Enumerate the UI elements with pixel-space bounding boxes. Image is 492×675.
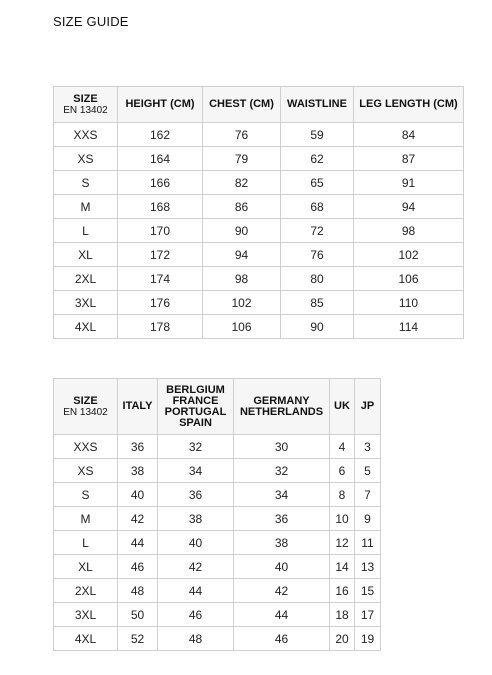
table-row xyxy=(54,579,381,603)
leg-length-cell: 102 xyxy=(354,243,464,267)
uk-cell: 4 xyxy=(330,435,355,459)
germany-netherlands-cell: 42 xyxy=(234,579,330,603)
jp-cell: 5 xyxy=(355,459,381,483)
germany-netherlands-cell: 36 xyxy=(234,507,330,531)
italy-cell: 48 xyxy=(118,579,158,603)
waistline-column-header: WAISTLINE xyxy=(281,87,354,123)
uk-cell: 8 xyxy=(330,483,355,507)
belgium-france-portugal-spain-cell: 38 xyxy=(158,507,234,531)
size-standard-label: EN 13402 xyxy=(63,406,108,418)
jp-cell: 11 xyxy=(355,531,381,555)
waistline-cell: 68 xyxy=(281,195,354,219)
country-label: FRANCE xyxy=(172,394,219,407)
italy-cell: 36 xyxy=(118,435,158,459)
belgium-france-portugal-spain-cell: 36 xyxy=(158,483,234,507)
table-header-row xyxy=(54,379,381,435)
belgium-france-portugal-spain-cell: 34 xyxy=(158,459,234,483)
size-header-label: SIZE xyxy=(73,394,98,407)
italy-cell: 52 xyxy=(118,627,158,651)
size-cell: 3XL xyxy=(54,291,118,315)
germany-netherlands-cell: 32 xyxy=(234,459,330,483)
leg-length-column-header: LEG LENGTH (CM) xyxy=(354,87,464,123)
size-cell: 3XL xyxy=(54,603,118,627)
size-column-header xyxy=(54,87,118,123)
jp-cell: 13 xyxy=(355,555,381,579)
jp-cell: 19 xyxy=(355,627,381,651)
chest-cell: 94 xyxy=(203,243,281,267)
jp-cell: 9 xyxy=(355,507,381,531)
italy-column-header: ITALY xyxy=(118,379,158,435)
table-header-row xyxy=(54,87,464,123)
height-cell: 176 xyxy=(118,291,203,315)
size-measurement-table xyxy=(53,86,464,339)
waistline-cell: 85 xyxy=(281,291,354,315)
uk-cell: 6 xyxy=(330,459,355,483)
height-cell: 178 xyxy=(118,315,203,339)
table-row xyxy=(54,243,464,267)
uk-cell: 10 xyxy=(330,507,355,531)
belgium-france-portugal-spain-cell: 42 xyxy=(158,555,234,579)
belgium-france-portugal-spain-cell: 46 xyxy=(158,603,234,627)
waistline-cell: 90 xyxy=(281,315,354,339)
belgium-france-portugal-spain-cell: 44 xyxy=(158,579,234,603)
belgium-france-portugal-spain-cell: 32 xyxy=(158,435,234,459)
uk-cell: 20 xyxy=(330,627,355,651)
chest-cell: 82 xyxy=(203,171,281,195)
size-cell: XXS xyxy=(54,123,118,147)
italy-cell: 50 xyxy=(118,603,158,627)
germany-netherlands-cell: 40 xyxy=(234,555,330,579)
country-label: PORTUGAL xyxy=(164,405,227,418)
country-label: GERMANY xyxy=(253,394,310,407)
italy-cell: 38 xyxy=(118,459,158,483)
jp-cell: 17 xyxy=(355,603,381,627)
size-column-header xyxy=(54,379,118,435)
country-label: BERLGIUM xyxy=(166,383,225,396)
size-cell: 4XL xyxy=(54,315,118,339)
size-cell: XL xyxy=(54,555,118,579)
waistline-cell: 76 xyxy=(281,243,354,267)
table-row xyxy=(54,531,381,555)
waistline-cell: 62 xyxy=(281,147,354,171)
chest-cell: 106 xyxy=(203,315,281,339)
italy-cell: 46 xyxy=(118,555,158,579)
uk-cell: 18 xyxy=(330,603,355,627)
leg-length-cell: 87 xyxy=(354,147,464,171)
table-row xyxy=(54,123,464,147)
uk-cell: 12 xyxy=(330,531,355,555)
height-cell: 174 xyxy=(118,267,203,291)
page-title: SIZE GUIDE xyxy=(53,14,129,29)
height-cell: 172 xyxy=(118,243,203,267)
leg-length-cell: 114 xyxy=(354,315,464,339)
jp-cell: 15 xyxy=(355,579,381,603)
germany-netherlands-cell: 46 xyxy=(234,627,330,651)
size-cell: L xyxy=(54,219,118,243)
height-cell: 162 xyxy=(118,123,203,147)
size-header-label: SIZE xyxy=(73,92,98,105)
size-cell: 4XL xyxy=(54,627,118,651)
table-row xyxy=(54,315,464,339)
size-cell: S xyxy=(54,171,118,195)
size-cell: XL xyxy=(54,243,118,267)
size-cell: XXS xyxy=(54,435,118,459)
table-row xyxy=(54,171,464,195)
germany-netherlands-cell: 30 xyxy=(234,435,330,459)
germany-netherlands-cell: 38 xyxy=(234,531,330,555)
table-row xyxy=(54,483,381,507)
size-cell: XS xyxy=(54,147,118,171)
chest-cell: 98 xyxy=(203,267,281,291)
size-cell: L xyxy=(54,531,118,555)
jp-cell: 3 xyxy=(355,435,381,459)
size-cell: 2XL xyxy=(54,579,118,603)
table-row xyxy=(54,507,381,531)
size-cell: XS xyxy=(54,459,118,483)
height-cell: 168 xyxy=(118,195,203,219)
germany-netherlands-column-header xyxy=(234,379,330,435)
size-cell: M xyxy=(54,507,118,531)
size-cell: 2XL xyxy=(54,267,118,291)
size-measurement-table-body xyxy=(54,123,464,339)
leg-length-cell: 98 xyxy=(354,219,464,243)
size-standard-label: EN 13402 xyxy=(63,104,108,116)
size-cell: M xyxy=(54,195,118,219)
leg-length-cell: 91 xyxy=(354,171,464,195)
table-row xyxy=(54,459,381,483)
germany-netherlands-cell: 44 xyxy=(234,603,330,627)
size-conversion-table-body xyxy=(54,435,381,651)
country-label: NETHERLANDS xyxy=(239,405,324,418)
waistline-cell: 59 xyxy=(281,123,354,147)
table-row xyxy=(54,219,464,243)
size-cell: S xyxy=(54,483,118,507)
uk-column-header: UK xyxy=(330,379,355,435)
belgium-france-portugal-spain-column-header xyxy=(158,379,234,435)
italy-cell: 40 xyxy=(118,483,158,507)
height-cell: 166 xyxy=(118,171,203,195)
height-cell: 170 xyxy=(118,219,203,243)
table-row xyxy=(54,555,381,579)
size-conversion-table xyxy=(53,378,381,651)
country-label: SPAIN xyxy=(179,416,212,429)
jp-column-header: JP xyxy=(355,379,381,435)
chest-cell: 79 xyxy=(203,147,281,171)
table-row xyxy=(54,435,381,459)
chest-cell: 102 xyxy=(203,291,281,315)
waistline-cell: 72 xyxy=(281,219,354,243)
belgium-france-portugal-spain-cell: 48 xyxy=(158,627,234,651)
leg-length-cell: 84 xyxy=(354,123,464,147)
uk-cell: 16 xyxy=(330,579,355,603)
italy-cell: 42 xyxy=(118,507,158,531)
chest-cell: 76 xyxy=(203,123,281,147)
table-row xyxy=(54,147,464,171)
jp-cell: 7 xyxy=(355,483,381,507)
table-row xyxy=(54,195,464,219)
leg-length-cell: 94 xyxy=(354,195,464,219)
table-row xyxy=(54,627,381,651)
height-cell: 164 xyxy=(118,147,203,171)
leg-length-cell: 106 xyxy=(354,267,464,291)
leg-length-cell: 110 xyxy=(354,291,464,315)
chest-column-header: CHEST (CM) xyxy=(203,87,281,123)
italy-cell: 44 xyxy=(118,531,158,555)
uk-cell: 14 xyxy=(330,555,355,579)
belgium-france-portugal-spain-cell: 40 xyxy=(158,531,234,555)
chest-cell: 86 xyxy=(203,195,281,219)
waistline-cell: 80 xyxy=(281,267,354,291)
height-column-header: HEIGHT (CM) xyxy=(118,87,203,123)
chest-cell: 90 xyxy=(203,219,281,243)
germany-netherlands-cell: 34 xyxy=(234,483,330,507)
table-row xyxy=(54,603,381,627)
waistline-cell: 65 xyxy=(281,171,354,195)
table-row xyxy=(54,267,464,291)
table-row xyxy=(54,291,464,315)
